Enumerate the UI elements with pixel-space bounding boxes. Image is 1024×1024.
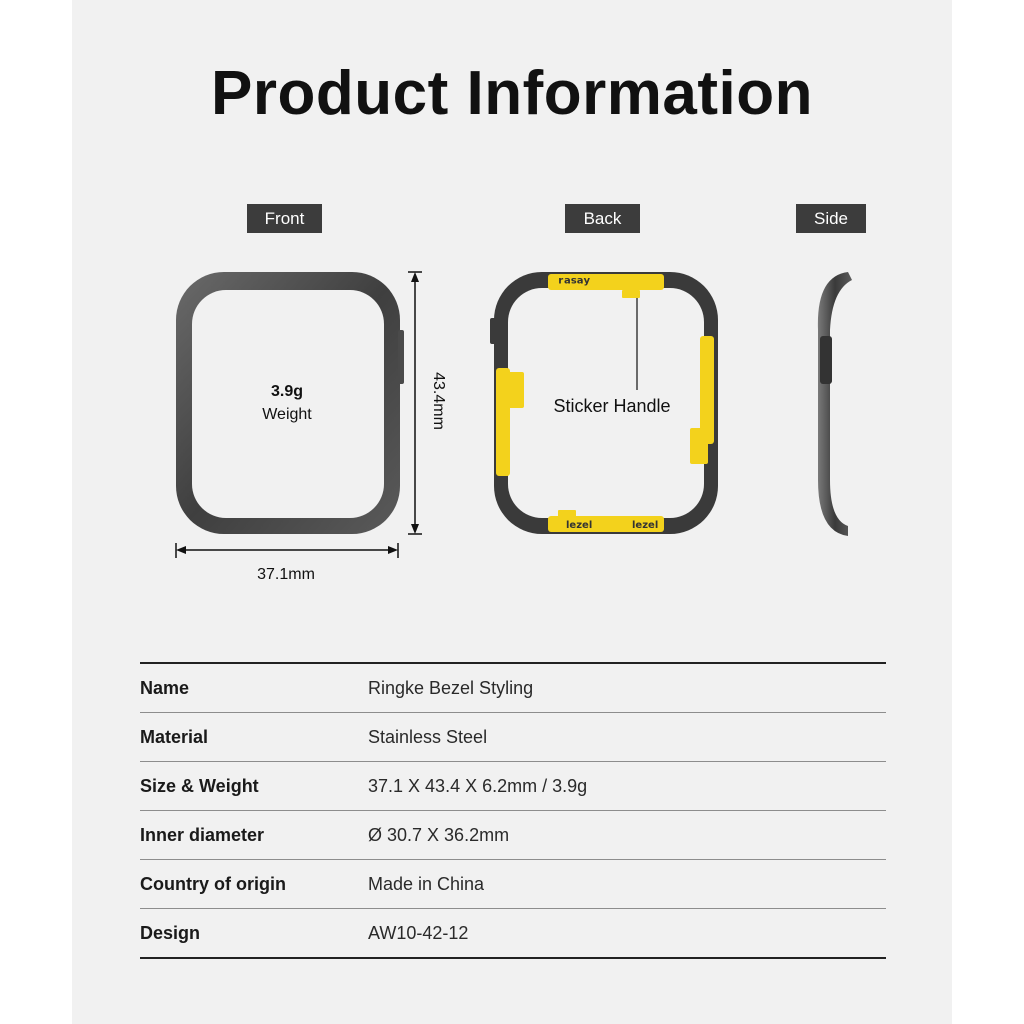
- page-title: Product Information: [211, 59, 813, 128]
- table-row: [140, 860, 886, 909]
- spec-value: Ø 30.7 X 36.2mm: [368, 824, 510, 845]
- spec-value: Made in China: [368, 873, 485, 894]
- svg-text:lezel: lezel: [566, 520, 593, 531]
- back-view-label: Back: [565, 204, 640, 233]
- height-dimension: [408, 272, 422, 534]
- spec-key: Material: [140, 726, 209, 747]
- svg-text:lezel: lezel: [632, 520, 659, 531]
- adhesive-strip-right: [700, 336, 714, 444]
- spec-key: Size & Weight: [140, 775, 259, 796]
- table-row: [140, 713, 886, 762]
- spec-value: Stainless Steel: [368, 726, 488, 747]
- side-bezel: [818, 272, 852, 536]
- spec-key: Name: [140, 677, 190, 698]
- height-label: 43.4mm: [430, 372, 447, 430]
- table-row: [140, 909, 886, 957]
- spec-value: AW10-42-12: [368, 922, 469, 943]
- spec-value: Ringke Bezel Styling: [368, 677, 534, 698]
- spec-table: [140, 662, 886, 959]
- table-row: [140, 811, 886, 860]
- sticker-handle-tab: [622, 290, 640, 298]
- weight-label: Weight: [262, 406, 312, 423]
- width-label: 37.1mm: [257, 566, 315, 583]
- sticker-handle-label: Sticker Handle: [553, 396, 671, 416]
- table-row: [140, 762, 886, 811]
- spec-key: Design: [140, 922, 201, 943]
- svg-text:ʎɐsɐɹ: ʎɐsɐɹ: [558, 275, 590, 286]
- weight-value: 3.9g: [270, 383, 303, 400]
- spec-key: Country of origin: [140, 873, 286, 894]
- front-bezel: [176, 272, 404, 534]
- width-dimension: [176, 543, 398, 558]
- table-row: [140, 664, 886, 713]
- spec-key: Inner diameter: [140, 824, 265, 845]
- front-view-label: Front: [247, 204, 322, 233]
- side-view-label: Side: [796, 204, 866, 233]
- spec-value: 37.1 X 43.4 X 6.2mm / 3.9g: [368, 775, 588, 796]
